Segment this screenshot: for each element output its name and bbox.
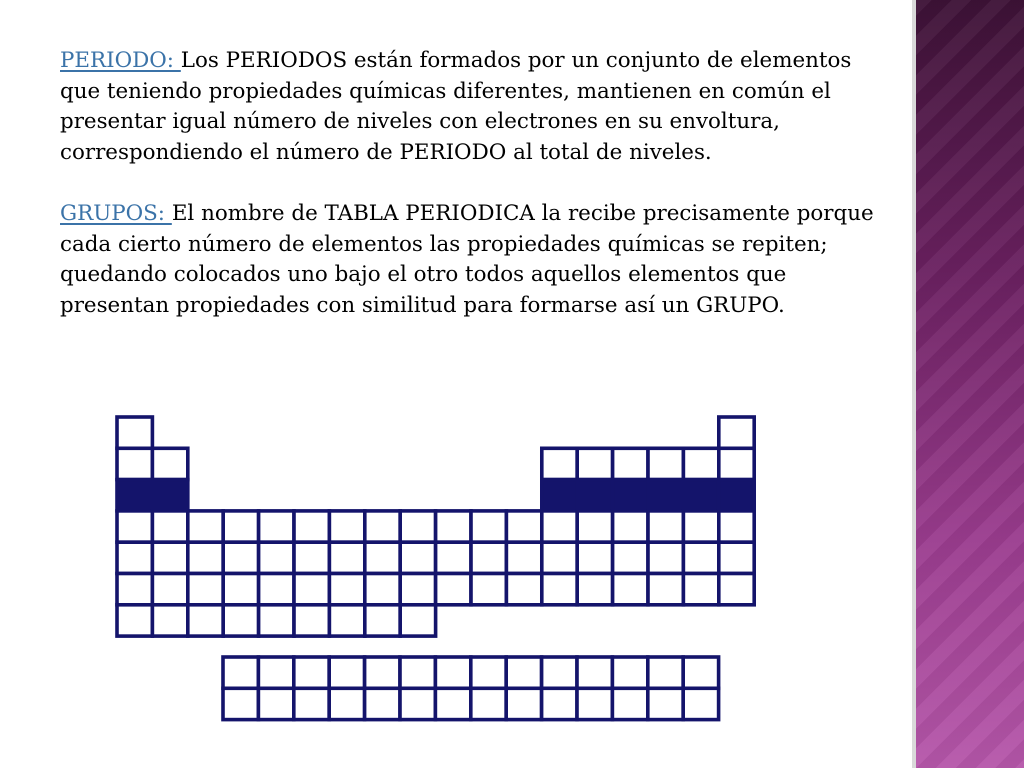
f-block-cell-2-2: [258, 688, 293, 719]
f-block-cell-1-10: [542, 657, 577, 688]
f-block-cell-1-13: [648, 657, 683, 688]
f-block-cell-2-12: [612, 688, 647, 719]
table-cell-period-5-group-6: [294, 542, 329, 573]
table-cell-period-3-group-17: [683, 480, 718, 511]
f-block-cell-2-9: [506, 688, 541, 719]
f-block-cell-2-11: [577, 688, 612, 719]
term-grupos: GRUPOS:: [60, 200, 172, 226]
table-cell-period-6-group-6: [294, 574, 329, 605]
table-cell-period-6-group-18: [719, 574, 754, 605]
f-block-cell-2-1: [223, 688, 258, 719]
table-cell-period-1-group-18: [719, 417, 754, 448]
f-block-cell-1-1: [223, 657, 258, 688]
table-cell-period-6-group-10: [436, 574, 471, 605]
table-cell-period-4-group-6: [294, 511, 329, 542]
table-cell-period-4-group-18: [719, 511, 754, 542]
table-cell-period-6-group-1: [117, 574, 152, 605]
f-block-cell-1-7: [435, 657, 470, 688]
f-block-cell-1-4: [329, 657, 364, 688]
table-cell-period-4-group-7: [329, 511, 364, 542]
f-block-cell-2-8: [471, 688, 506, 719]
f-block-cell-2-6: [400, 688, 435, 719]
table-cell-period-4-group-3: [188, 511, 223, 542]
table-cell-period-4-group-4: [223, 511, 258, 542]
table-cell-period-5-group-5: [259, 542, 294, 573]
f-block-cell-1-5: [365, 657, 400, 688]
table-cell-period-5-group-14: [577, 542, 612, 573]
table-cell-period-6-group-12: [506, 574, 541, 605]
table-cell-period-5-group-8: [365, 542, 400, 573]
table-cell-period-4-group-17: [683, 511, 718, 542]
table-cell-period-4-group-2: [152, 511, 187, 542]
table-cell-period-6-group-4: [223, 574, 258, 605]
table-cell-period-4-group-14: [577, 511, 612, 542]
table-cell-period-4-group-16: [648, 511, 683, 542]
f-block-cell-2-4: [329, 688, 364, 719]
table-cell-period-7-group-6: [294, 605, 329, 636]
f-block-cell-1-11: [577, 657, 612, 688]
main-block-grid: [117, 417, 754, 636]
term-periodo: PERIODO:: [60, 48, 181, 73]
table-cell-period-6-group-15: [613, 574, 648, 605]
table-cell-period-4-group-12: [506, 511, 541, 542]
table-cell-period-3-group-14: [577, 480, 612, 511]
table-cell-period-2-group-14: [577, 448, 612, 479]
table-cell-period-2-group-15: [613, 448, 648, 479]
f-block-cell-1-12: [612, 657, 647, 688]
f-block-cell-1-14: [683, 657, 718, 688]
f-block-cell-1-8: [471, 657, 506, 688]
table-cell-period-4-group-9: [400, 511, 435, 542]
table-cell-period-6-group-11: [471, 574, 506, 605]
f-block-cell-2-14: [683, 688, 718, 719]
table-cell-period-5-group-3: [188, 542, 223, 573]
table-cell-period-7-group-5: [259, 605, 294, 636]
table-cell-period-6-group-16: [648, 574, 683, 605]
table-cell-period-4-group-1: [117, 511, 152, 542]
table-cell-period-6-group-9: [400, 574, 435, 605]
f-block-cell-2-13: [648, 688, 683, 719]
table-cell-period-5-group-2: [152, 542, 187, 573]
f-block-cell-2-7: [435, 688, 470, 719]
f-block-grid: [223, 657, 719, 720]
table-cell-period-5-group-9: [400, 542, 435, 573]
f-block-cell-1-3: [294, 657, 329, 688]
table-cell-period-4-group-15: [613, 511, 648, 542]
table-cell-period-3-group-13: [542, 480, 577, 511]
table-cell-period-6-group-14: [577, 574, 612, 605]
table-cell-period-6-group-8: [365, 574, 400, 605]
table-cell-period-4-group-8: [365, 511, 400, 542]
table-cell-period-6-group-2: [152, 574, 187, 605]
table-cell-period-7-group-1: [117, 605, 152, 636]
table-cell-period-5-group-13: [542, 542, 577, 573]
table-cell-period-7-group-2: [152, 605, 187, 636]
f-block-cell-1-6: [400, 657, 435, 688]
table-cell-period-3-group-16: [648, 480, 683, 511]
table-cell-period-4-group-5: [259, 511, 294, 542]
table-cell-period-2-group-18: [719, 448, 754, 479]
table-cell-period-2-group-17: [683, 448, 718, 479]
table-cell-period-5-group-12: [506, 542, 541, 573]
table-cell-period-5-group-4: [223, 542, 258, 573]
table-cell-period-5-group-18: [719, 542, 754, 573]
table-cell-period-2-group-13: [542, 448, 577, 479]
table-cell-period-3-group-15: [613, 480, 648, 511]
table-cell-period-1-group-1: [117, 417, 152, 448]
f-block-cell-2-5: [365, 688, 400, 719]
table-cell-period-5-group-16: [648, 542, 683, 573]
table-cell-period-6-group-17: [683, 574, 718, 605]
text-grupos: El nombre de TABLA PERIODICA la recibe precisamente porque cada cierto número de elementos las propiedades químicas se repiten; quedando colocados uno bajo el otro todos aquellos elementos que presentan propiedades con similitud para formarse así un GRUPO.: [60, 200, 874, 318]
table-cell-period-3-group-2: [152, 480, 187, 511]
table-cell-period-5-group-17: [683, 542, 718, 573]
table-cell-period-5-group-11: [471, 542, 506, 573]
table-cell-period-7-group-3: [188, 605, 223, 636]
table-cell-period-2-group-2: [152, 448, 187, 479]
table-cell-period-4-group-11: [471, 511, 506, 542]
table-cell-period-4-group-13: [542, 511, 577, 542]
table-cell-period-5-group-7: [329, 542, 364, 573]
table-cell-period-5-group-15: [613, 542, 648, 573]
table-cell-period-5-group-1: [117, 542, 152, 573]
table-cell-period-3-group-18: [719, 480, 754, 511]
table-cell-period-6-group-5: [259, 574, 294, 605]
table-cell-period-6-group-13: [542, 574, 577, 605]
table-cell-period-2-group-1: [117, 448, 152, 479]
table-cell-period-7-group-4: [223, 605, 258, 636]
table-cell-period-6-group-3: [188, 574, 223, 605]
f-block-cell-2-10: [542, 688, 577, 719]
table-cell-period-4-group-10: [436, 511, 471, 542]
table-cell-period-7-group-8: [365, 605, 400, 636]
table-cell-period-5-group-10: [436, 542, 471, 573]
text-periodo: Los PERIODOS están formados por un conjunto de elementos que teniendo propiedades químicas diferentes, mantienen en común el presentar igual número de niveles con electrones en su envoltura, correspondiendo el número de PERIODO al total de niveles.: [60, 48, 852, 165]
table-cell-period-2-group-16: [648, 448, 683, 479]
table-cell-period-3-group-1: [117, 480, 152, 511]
table-cell-period-7-group-9: [400, 605, 435, 636]
f-block-cell-1-9: [506, 657, 541, 688]
table-cell-period-7-group-7: [329, 605, 364, 636]
table-cell-period-6-group-7: [329, 574, 364, 605]
f-block-cell-1-2: [258, 657, 293, 688]
f-block-cell-2-3: [294, 688, 329, 719]
